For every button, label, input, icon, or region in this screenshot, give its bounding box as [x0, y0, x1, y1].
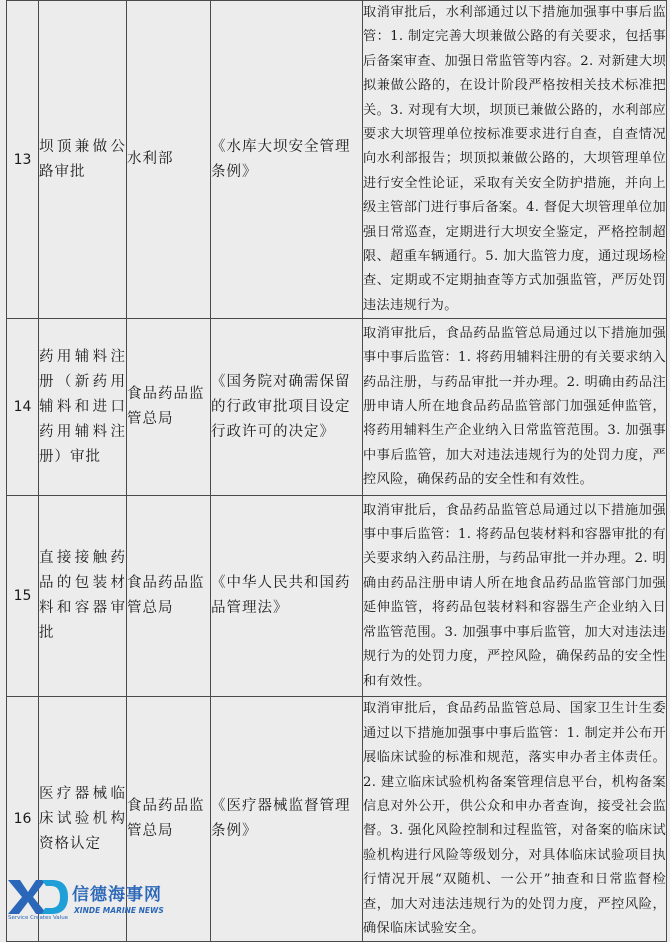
watermark-title-cn: 信德海事网 — [72, 885, 162, 905]
xd-logo-icon — [6, 876, 68, 916]
supervision-measures: 取消审批后，食品药品监管总局通过以下措施加强事中事后监管：1. 将药品包装材料和容器审批的有关要求纳入药品注册，与药品审批一并办理。2. 明确由药品注册申请人所在地食品药品监管部门加强延伸监管，将药品包装材料和容器生产企业纳入日常监管范围。3. 加强事中事后监管，加大对违法违规行为的处罚力度，严控风险，确保药品的安全性和有效性。 — [363, 496, 667, 697]
department: 水利部 — [127, 1, 211, 319]
row-number: 13 — [7, 1, 39, 319]
approval-item: 直接接触药品的包装材料和容器审批 — [39, 496, 127, 697]
approval-item: 药用辅料注册（新药用辅料和进口药用辅料注册）审批 — [39, 319, 127, 496]
legal-basis: 《国务院对确需保留的行政审批项目设定行政许可的决定》 — [211, 319, 363, 496]
legal-basis: 《医疗器械监督管理条例》 — [211, 697, 363, 942]
table-row — [7, 496, 667, 697]
approval-item: 坝顶兼做公路审批 — [39, 1, 127, 319]
approval-item: 医疗器械临床试验机构资格认定 — [39, 697, 127, 942]
approval-table — [6, 0, 667, 942]
supervision-measures: 取消审批后，食品药品监管总局通过以下措施加强事中事后监管：1. 将药用辅料注册的有关要求纳入药品注册，与药品审批一并办理。2. 明确由药品注册申请人所在地食品药品监管部门加强延伸监管，将药用辅料生产企业纳入日常监管范围。3. 加强事中事后监管，加大对违法违规行为的处罚力度，严控风险，确保药品的安全性和有效性。 — [363, 319, 667, 496]
row-number: 14 — [7, 319, 39, 496]
supervision-measures: 取消审批后，食品药品监管总局、国家卫生计生委通过以下措施加强事中事后监管：1. 制定并公布开展临床试验的标准和规范，落实申办者主体责任。2. 建立临床试验机构备案管理信息平台，机构备案信息对外公开，供公众和申办者查询，接受社会监督。3. 强化风险控制和过程监管，对备案的临床试验机构进行风险等级划分，对具体临床试验项目执行情况开展“双随机、一公开”抽查和日常监督检查，加大对违法违规行为的处罚力度，严控风险，确保临床试验安全。 — [363, 697, 667, 942]
department: 食品药品监管总局 — [127, 319, 211, 496]
watermark-title-en: XINDE MARINE NEWS — [74, 906, 164, 915]
watermark-slogan: Service Creates Value — [8, 915, 69, 921]
row-number: 16 — [7, 697, 39, 942]
table-row — [7, 1, 667, 319]
xinde-marine-watermark — [2, 876, 202, 924]
table-row — [7, 319, 667, 496]
department: 食品药品监管总局 — [127, 496, 211, 697]
legal-basis: 《水库大坝安全管理条例》 — [211, 1, 363, 319]
legal-basis: 《中华人民共和国药品管理法》 — [211, 496, 363, 697]
supervision-measures: 取消审批后，水利部通过以下措施加强事中事后监管：1. 制定完善大坝兼做公路的有关要求，包括事后备案审查、加强日常监管等内容。2. 对新建大坝拟兼做公路的，在设计阶段严格按相关技术标准把关。3. 对现有大坝，坝顶已兼做公路的，水利部应要求大坝管理单位按标准要求进行自查，自查情况向水利部报告；坝顶拟兼做公路的，大坝管理单位进行安全性论证，采取有关安全防护措施，并向上级主管部门进行事后备案。4. 督促大坝管理单位加强日常巡查，定期进行大坝安全鉴定，严格控制超限、超重车辆通行。5. 加大监管力度，通过现场检查、定期或不定期抽查等方式加强监管，严厉处罚违法违规行为。 — [363, 1, 667, 319]
department: 食品药品监管总局 — [127, 697, 211, 942]
row-number: 15 — [7, 496, 39, 697]
